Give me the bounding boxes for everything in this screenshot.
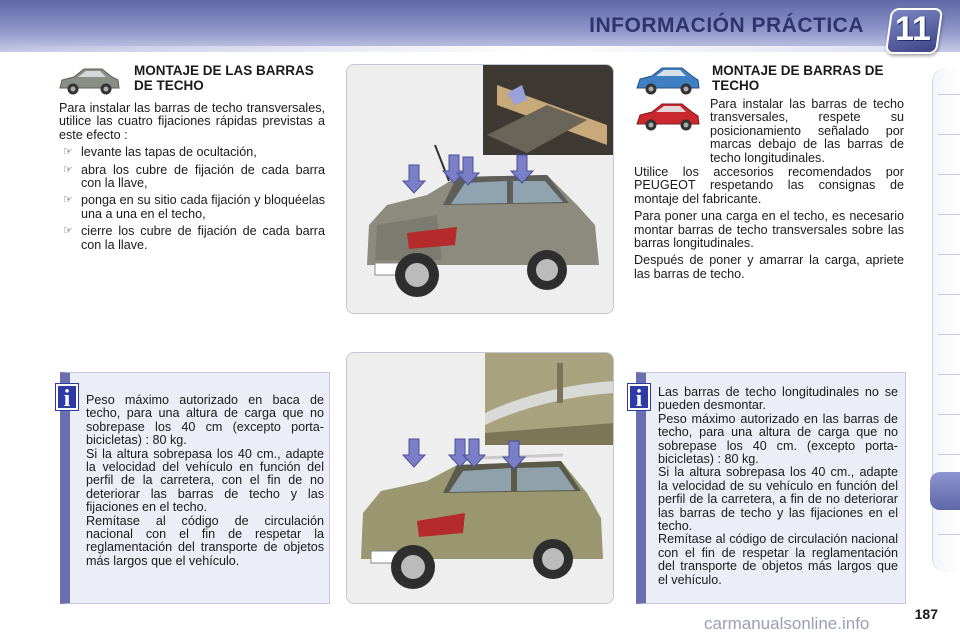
info-left-para-1: Peso máximo autorizado en baca de techo, para una altura de carga que no sobrepase los 40 cm (excepto porta-bicicletas) : 80 kg. <box>86 393 324 448</box>
page-number: 187 <box>914 606 938 622</box>
list-item: ☞ cierre los cubre de fijación de cada barra con la llave. <box>63 224 325 252</box>
info-icon: i <box>56 384 78 410</box>
right-section-para-2: Utilice los accesorios recomendados por PEUGEOT respetando las consignas de montaje del fabricante. <box>634 165 904 206</box>
pointing-hand-icon: ☞ <box>63 163 73 176</box>
chapter-number: 11 <box>895 10 931 48</box>
blue-car-icon <box>634 64 702 98</box>
info-right-para-2: Peso máximo autorizado en las barras de techo, para una altura de carga que no sobrepase los 40 cm. (excepto porta-bicicletas) : 80 kg. <box>658 411 898 467</box>
chapter-tab-active[interactable] <box>930 472 960 510</box>
info-right-body <box>658 386 898 587</box>
left-section-title: MONTAJE DE LAS BARRAS DE TECHO <box>134 63 314 93</box>
right-section-title: MONTAJE DE BARRAS DE TECHO <box>712 63 884 93</box>
red-car-icon <box>634 100 702 134</box>
right-section-para-3: Para poner una carga en el techo, es necesario montar barras de techo transversales sobre las barras longitudinales. <box>634 209 904 251</box>
info-right-para-4: Remítase al código de circulación nacional con el fin de respetar la reglamentación del transporte de objetos más largos que el vehículo. <box>658 532 898 587</box>
left-section-intro: Para instalar las barras de techo transversales, utilice las cuatro fijaciones rápidas previstas a este efecto : <box>59 101 325 142</box>
info-right-para-3: Si la altura sobrepasa los 40 cm., adapte la velocidad de su vehículo en función del perfil de la carretera, a fin de no deteriorar las barras de techo y las fijaciones en el techo. <box>658 465 898 534</box>
list-item: ☞ levante las tapas de ocultación, <box>63 145 257 160</box>
list-item: ☞ ponga en su sitio cada fijación y bloquéelas una a una en el techo, <box>63 193 325 221</box>
right-section-para-1: Para instalar las barras de techo transversales, respete su posicionamiento señalado por marcas debajo de las barras de techo longitudinales. <box>710 97 904 165</box>
info-right-para-1: Las barras de techo longitudinales no se pueden desmontar. <box>658 385 898 413</box>
watermark: carmanualsonline.info <box>704 614 870 633</box>
info-left-para-3: Remítase al código de circulación nacional con el fin de respetar la reglamentación del transporte de objetos más largos que el vehículo. <box>86 513 324 568</box>
page-title: INFORMACIÓN PRÁCTICA <box>589 14 864 37</box>
info-left-para-2: Si la altura sobrepasa los 40 cm., adapte la velocidad del vehículo en función del perfil de la carretera, con el fin de no deteriorar las barras de techo y las fijaciones en el techo. <box>86 446 324 515</box>
info-icon: i <box>628 384 650 410</box>
grey-car-icon <box>56 64 122 98</box>
pointing-hand-icon: ☞ <box>63 194 73 207</box>
left-section-body <box>59 102 325 252</box>
list-item: ☞ abra los cubre de fijación de cada barra con la llave, <box>63 162 325 191</box>
right-section-more <box>634 166 904 281</box>
left-section-bullets <box>59 146 325 252</box>
right-section-para-1-top <box>710 98 904 165</box>
info-left-body <box>86 394 324 568</box>
roof-bar-sw-photo <box>346 352 614 604</box>
pointing-hand-icon: ☞ <box>63 225 73 238</box>
header-swoosh <box>0 46 890 52</box>
pointing-hand-icon: ☞ <box>63 146 73 159</box>
right-section-para-4: Después de poner y amarrar la carga, apriete las barras de techo. <box>634 253 904 281</box>
roof-bar-hatchback-photo <box>346 64 614 314</box>
